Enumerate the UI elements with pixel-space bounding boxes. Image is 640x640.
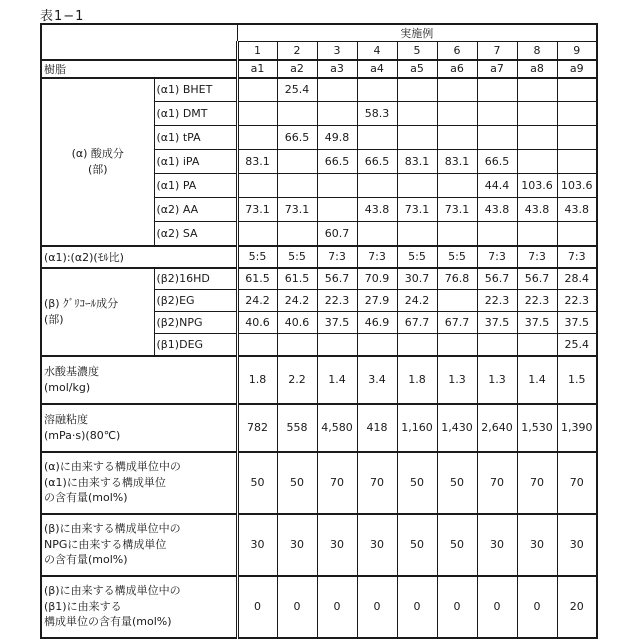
data-cell: 1.5: [557, 356, 597, 404]
data-cell: 2: [277, 42, 317, 60]
data-cell: [397, 78, 437, 102]
data-cell: 1,430: [437, 404, 477, 452]
data-cell: 7:3: [477, 246, 517, 268]
alpha1-content-line3: の含有量(mol%): [44, 491, 128, 505]
data-cell: [357, 78, 397, 102]
data-cell: 22.3: [477, 290, 517, 312]
data-cell: 25.4: [557, 334, 597, 356]
data-cell: 37.5: [317, 312, 357, 334]
data-cell: [237, 334, 277, 356]
data-cell: 2,640: [477, 404, 517, 452]
data-cell: [357, 222, 397, 246]
data-cell: 7: [477, 42, 517, 60]
data-cell: 5:5: [437, 246, 477, 268]
glycol-row-npg-label: (β2)NPG: [154, 312, 237, 334]
data-cell: 40.6: [277, 312, 317, 334]
alpha1-content-line1: (α)に由来する構成単位中の: [44, 459, 181, 473]
data-cell: [277, 102, 317, 126]
data-cell: 22.3: [557, 290, 597, 312]
npg-content-line1: (β)に由来する構成単位中の: [44, 521, 181, 535]
data-cell: [477, 334, 517, 356]
data-cell: [557, 78, 597, 102]
data-cell: 56.7: [317, 268, 357, 290]
data-cell: 50: [277, 452, 317, 514]
hydroxyl-concentration-row: [41, 356, 597, 404]
alpha1-content-label: [41, 452, 237, 514]
acid-row-sa-label: (α2) SA: [154, 222, 237, 246]
data-cell: 1.8: [237, 356, 277, 404]
data-cell: [237, 102, 277, 126]
glycol-row-16hd-label: (β2)16HD: [154, 268, 237, 290]
data-cell: [477, 102, 517, 126]
data-cell: 83.1: [437, 150, 477, 174]
data-cell: 9: [557, 42, 597, 60]
acid-group-label-line1: (α) 酸成分: [71, 146, 124, 160]
data-cell: [517, 222, 557, 246]
data-cell: 30: [557, 514, 597, 576]
data-cell: 6: [437, 42, 477, 60]
data-cell: 25.4: [277, 78, 317, 102]
data-cell: 3: [317, 42, 357, 60]
data-cell: 66.5: [317, 150, 357, 174]
data-cell: [437, 102, 477, 126]
data-cell: 103.6: [517, 174, 557, 198]
data-cell: a3: [317, 60, 357, 78]
data-cell: [517, 150, 557, 174]
data-cell: [357, 334, 397, 356]
data-cell: 1.4: [317, 356, 357, 404]
data-cell: 50: [437, 452, 477, 514]
data-cell: [397, 334, 437, 356]
data-cell: 46.9: [357, 312, 397, 334]
viscosity-label-line2: (mPa·s)(80℃): [44, 428, 121, 442]
data-cell: 24.2: [277, 290, 317, 312]
hydroxyl-concentration-label: [41, 356, 237, 404]
data-cell: 418: [357, 404, 397, 452]
data-cell: 66.5: [357, 150, 397, 174]
data-cell: 30: [477, 514, 517, 576]
data-cell: 83.1: [237, 150, 277, 174]
data-cell: [477, 222, 517, 246]
data-cell: 5: [397, 42, 437, 60]
data-cell: 60.7: [317, 222, 357, 246]
data-cell: [557, 102, 597, 126]
data-cell: 50: [397, 514, 437, 576]
data-cell: 37.5: [517, 312, 557, 334]
data-cell: 0: [237, 576, 277, 638]
data-cell: 70: [477, 452, 517, 514]
beta1-content-label: [41, 576, 237, 638]
npg-content-line3: の含有量(mol%): [44, 553, 128, 567]
data-cell: 1.3: [437, 356, 477, 404]
data-cell: 1.4: [517, 356, 557, 404]
data-cell: [437, 222, 477, 246]
data-cell: [237, 78, 277, 102]
data-cell: 30: [357, 514, 397, 576]
data-cell: 70.9: [357, 268, 397, 290]
data-cell: 2.2: [277, 356, 317, 404]
data-cell: 1: [237, 42, 277, 60]
data-cell: [517, 126, 557, 150]
beta1-content-line3: 構成単位の含有量(mol%): [44, 615, 172, 629]
data-cell: 30: [317, 514, 357, 576]
data-cell: 24.2: [237, 290, 277, 312]
data-cell: [317, 198, 357, 222]
data-cell: 7:3: [357, 246, 397, 268]
data-cell: [277, 334, 317, 356]
data-cell: 4: [357, 42, 397, 60]
data-cell: [557, 222, 597, 246]
data-cell: [517, 102, 557, 126]
data-cell: 37.5: [557, 312, 597, 334]
data-cell: 73.1: [277, 198, 317, 222]
data-cell: 83.1: [397, 150, 437, 174]
data-cell: [237, 174, 277, 198]
data-cell: a8: [517, 60, 557, 78]
data-cell: [397, 126, 437, 150]
data-cell: 558: [277, 404, 317, 452]
data-cell: [437, 290, 477, 312]
data-cell: 27.9: [357, 290, 397, 312]
data-cell: 56.7: [517, 268, 557, 290]
acid-row-dmt-label: (α1) DMT: [154, 102, 237, 126]
corner-cell: [41, 24, 237, 60]
data-cell: [437, 78, 477, 102]
data-cell: 3.4: [357, 356, 397, 404]
data-cell: [477, 78, 517, 102]
data-cell: [317, 334, 357, 356]
melt-viscosity-label: [41, 404, 237, 452]
data-cell: 40.6: [237, 312, 277, 334]
data-cell: 1,390: [557, 404, 597, 452]
data-cell: a6: [437, 60, 477, 78]
data-cell: a4: [357, 60, 397, 78]
data-cell: [517, 334, 557, 356]
data-cell: 44.4: [477, 174, 517, 198]
data-cell: 67.7: [437, 312, 477, 334]
data-cell: 20: [557, 576, 597, 638]
data-cell: 73.1: [437, 198, 477, 222]
data-cell: 4,580: [317, 404, 357, 452]
beta1-content-line1: (β)に由来する構成単位中の: [44, 583, 181, 597]
data-cell: 58.3: [357, 102, 397, 126]
alpha1-content-line2: (α1)に由来する構成単位: [44, 475, 166, 489]
data-cell: [397, 174, 437, 198]
glycol-group-label-line2: (部): [44, 312, 64, 326]
data-cell: 30: [237, 514, 277, 576]
data-cell: 56.7: [477, 268, 517, 290]
acid-group-label: [41, 78, 154, 246]
beta1-content-line2: (β1)に由来する: [44, 599, 122, 613]
data-cell: 73.1: [237, 198, 277, 222]
data-cell: 8: [517, 42, 557, 60]
acid-row-tpa-label: (α1) tPA: [154, 126, 237, 150]
data-cell: 30: [517, 514, 557, 576]
data-cell: [317, 174, 357, 198]
glycol-row-eg-label: (β2)EG: [154, 290, 237, 312]
data-cell: 24.2: [397, 290, 437, 312]
data-cell: 66.5: [277, 126, 317, 150]
data-cell: 73.1: [397, 198, 437, 222]
data-cell: 70: [517, 452, 557, 514]
acid-row-ipa-label: (α1) iPA: [154, 150, 237, 174]
glycol-row-deg-label: (β1)DEG: [154, 334, 237, 356]
data-cell: [277, 174, 317, 198]
npg-content-row: [41, 514, 597, 576]
acid-group-label-line2: (部): [87, 162, 108, 176]
acid-row-aa-label: (α2) AA: [154, 198, 237, 222]
data-cell: 5:5: [237, 246, 277, 268]
data-cell: 0: [517, 576, 557, 638]
data-cell: 0: [437, 576, 477, 638]
data-cell: 50: [397, 452, 437, 514]
resin-row: [41, 60, 597, 78]
data-cell: 61.5: [237, 268, 277, 290]
molar-ratio-label: (α1):(α2)(ﾓﾙ比): [41, 246, 237, 268]
data-cell: a1: [237, 60, 277, 78]
data-cell: [317, 78, 357, 102]
data-cell: 0: [397, 576, 437, 638]
molar-ratio-row: [41, 246, 597, 268]
glycol-group-label: [41, 268, 154, 356]
data-cell: 22.3: [317, 290, 357, 312]
data-cell: 50: [437, 514, 477, 576]
data-cell: [477, 126, 517, 150]
examples-header-label: 実施例: [237, 24, 597, 42]
data-cell: 0: [277, 576, 317, 638]
data-cell: 67.7: [397, 312, 437, 334]
data-cell: [557, 126, 597, 150]
data-cell: 1.3: [477, 356, 517, 404]
data-cell: a2: [277, 60, 317, 78]
data-cell: 7:3: [517, 246, 557, 268]
data-cell: [397, 102, 437, 126]
data-cell: a5: [397, 60, 437, 78]
beta1-content-row: [41, 576, 597, 638]
acid-row-bhet: [41, 78, 597, 102]
data-cell: 5:5: [397, 246, 437, 268]
data-cell: 103.6: [557, 174, 597, 198]
data-cell: 43.8: [477, 198, 517, 222]
data-cell: [437, 126, 477, 150]
data-cell: 66.5: [477, 150, 517, 174]
viscosity-label-line1: 溶融粘度: [44, 412, 88, 426]
acid-row-bhet-label: (α1) BHET: [154, 78, 237, 102]
data-cell: [437, 334, 477, 356]
data-cell: [517, 78, 557, 102]
hydroxyl-label-line1: 水酸基濃度: [44, 364, 99, 378]
melt-viscosity-row: [41, 404, 597, 452]
data-cell: 1,530: [517, 404, 557, 452]
data-cell: [237, 126, 277, 150]
data-table: [40, 23, 598, 639]
data-cell: 61.5: [277, 268, 317, 290]
data-cell: 49.8: [317, 126, 357, 150]
data-cell: 28.4: [557, 268, 597, 290]
data-cell: 43.8: [357, 198, 397, 222]
data-cell: 782: [237, 404, 277, 452]
data-cell: 1.8: [397, 356, 437, 404]
data-cell: [237, 222, 277, 246]
data-cell: [277, 150, 317, 174]
data-cell: [357, 174, 397, 198]
header-row-examples: [41, 24, 597, 42]
data-cell: [557, 150, 597, 174]
data-cell: 43.8: [517, 198, 557, 222]
data-cell: [437, 174, 477, 198]
data-cell: a7: [477, 60, 517, 78]
data-cell: 7:3: [317, 246, 357, 268]
glycol-row-16hd: [41, 268, 597, 290]
data-cell: 30: [277, 514, 317, 576]
data-cell: 30.7: [397, 268, 437, 290]
data-cell: 22.3: [517, 290, 557, 312]
data-cell: 7:3: [557, 246, 597, 268]
data-cell: 70: [357, 452, 397, 514]
data-cell: 70: [317, 452, 357, 514]
data-cell: [357, 126, 397, 150]
resin-row-label: 樹脂: [41, 60, 237, 78]
data-cell: 76.8: [437, 268, 477, 290]
hydroxyl-label-line2: (mol/kg): [44, 380, 91, 394]
table-title: 表1−1: [40, 9, 85, 24]
npg-content-line2: NPGに由来する構成単位: [44, 537, 167, 551]
data-cell: [317, 102, 357, 126]
alpha1-content-row: [41, 452, 597, 514]
data-cell: 70: [557, 452, 597, 514]
glycol-group-label-line1: (β) ｸﾞﾘｺｰﾙ成分: [44, 296, 119, 310]
data-cell: 50: [237, 452, 277, 514]
data-cell: 0: [477, 576, 517, 638]
data-cell: 1,160: [397, 404, 437, 452]
data-cell: 43.8: [557, 198, 597, 222]
data-cell: 37.5: [477, 312, 517, 334]
acid-row-pa-label: (α1) PA: [154, 174, 237, 198]
data-cell: [277, 222, 317, 246]
data-cell: 0: [357, 576, 397, 638]
data-cell: 5:5: [277, 246, 317, 268]
data-cell: 0: [317, 576, 357, 638]
data-cell: a9: [557, 60, 597, 78]
data-cell: [397, 222, 437, 246]
npg-content-label: [41, 514, 237, 576]
